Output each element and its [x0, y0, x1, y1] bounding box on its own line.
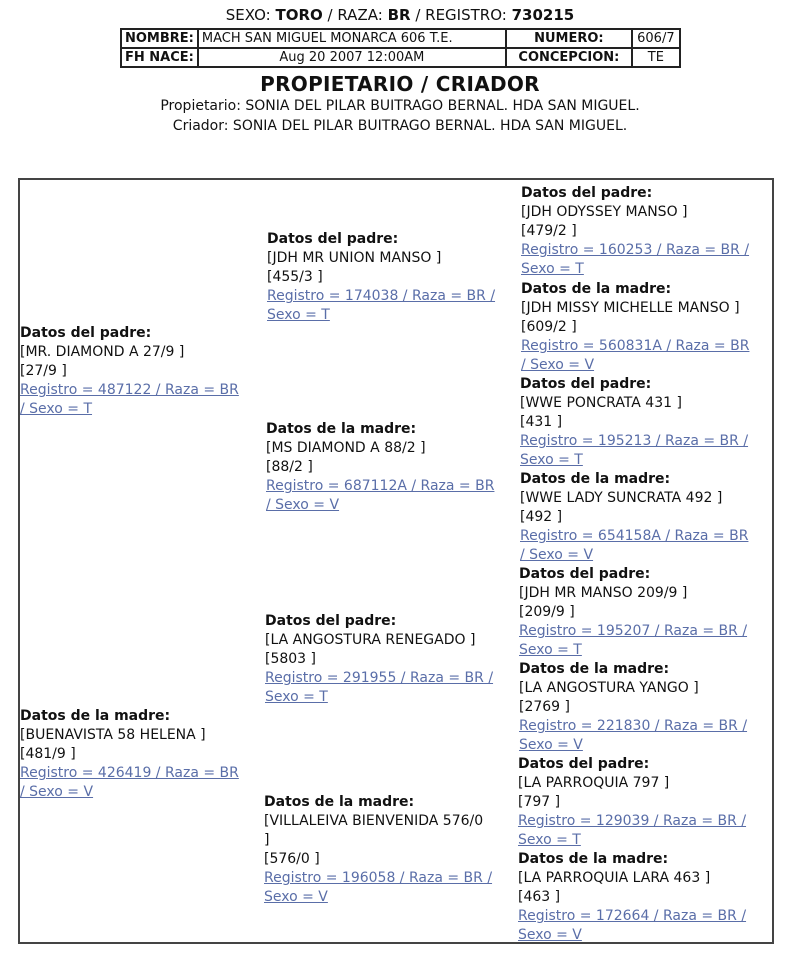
animal-name: [WWE LADY SUNCRATA 492 ]: [520, 490, 723, 506]
registro-link[interactable]: Registro = 221830 / Raza = BR /: [519, 718, 748, 734]
registro-link[interactable]: Registro = 195207 / Raza = BR /: [519, 623, 748, 639]
registro-value: 730215: [511, 6, 575, 24]
animal-name: [VILLALEIVA BIENVENIDA 576/0: [264, 813, 484, 829]
sexo-link[interactable]: Sexo = V: [518, 927, 582, 943]
numero-value: 606/7: [632, 29, 680, 48]
sexo-link[interactable]: / Sexo = V: [520, 547, 594, 563]
g2-padre-padre: [267, 230, 523, 325]
sexo-link[interactable]: Sexo = T: [267, 307, 330, 323]
animal-number: [27/9 ]: [20, 363, 67, 379]
block-title: Datos de la madre:: [518, 851, 669, 867]
animal-number: [2769 ]: [519, 699, 571, 715]
g2-madre-padre: [265, 612, 521, 707]
animal-number: [431 ]: [520, 414, 563, 430]
animal-number: [209/9 ]: [519, 604, 575, 620]
fhnace-value: Aug 20 2007 12:00AM: [198, 48, 506, 67]
raza-label: / RAZA:: [327, 6, 383, 24]
registro-label: / REGISTRO:: [415, 6, 507, 24]
g3-ancestor-7: [518, 755, 774, 850]
concepcion-label: CONCEPCION:: [506, 48, 632, 67]
animal-number: [609/2 ]: [521, 319, 577, 335]
registro-link[interactable]: Registro = 129039 / Raza = BR /: [518, 813, 747, 829]
sexo-link[interactable]: / Sexo = V: [266, 497, 340, 513]
sexo-link[interactable]: Sexo = T: [521, 261, 584, 277]
block-title: Datos del padre:: [518, 756, 650, 772]
animal-name: [MS DIAMOND A 88/2 ]: [266, 440, 426, 456]
registro-link[interactable]: Registro = 160253 / Raza = BR /: [521, 242, 750, 258]
animal-name: [BUENAVISTA 58 HELENA ]: [20, 727, 206, 743]
animal-name: [JDH ODYSSEY MANSO ]: [521, 204, 688, 220]
animal-name: [LA ANGOSTURA YANGO ]: [519, 680, 699, 696]
animal-number: [481/9 ]: [20, 746, 76, 762]
sexo-link[interactable]: Sexo = V: [519, 737, 583, 753]
g1-padre: [20, 324, 276, 419]
animal-number: [492 ]: [520, 509, 563, 525]
sexo-link[interactable]: Sexo = T: [519, 642, 582, 658]
block-title: Datos de la madre:: [20, 708, 171, 724]
g3-ancestor-2: [521, 280, 777, 375]
registro-link[interactable]: Registro = 291955 / Raza = BR /: [265, 670, 494, 686]
nombre-label: NOMBRE:: [121, 29, 198, 48]
block-title: Datos de la madre:: [520, 471, 671, 487]
nombre-value: MACH SAN MIGUEL MONARCA 606 T.E.: [198, 29, 506, 48]
registro-link[interactable]: Registro = 654158A / Raza = BR: [520, 528, 749, 544]
block-title: Datos del padre:: [520, 376, 652, 392]
registro-link[interactable]: Registro = 560831A / Raza = BR: [521, 338, 750, 354]
registro-link[interactable]: Registro = 195213 / Raza = BR /: [520, 433, 749, 449]
registro-link[interactable]: Registro = 487122 / Raza = BR: [20, 382, 239, 398]
animal-name: [MR. DIAMOND A 27/9 ]: [20, 344, 185, 360]
block-title: Datos de la madre:: [519, 661, 670, 677]
owner-title: PROPIETARIO / CRIADOR: [260, 72, 540, 96]
animal-number: [576/0 ]: [264, 851, 320, 867]
registro-link[interactable]: Registro = 687112A / Raza = BR: [266, 478, 495, 494]
sexo-link[interactable]: Sexo = T: [518, 832, 581, 848]
criador-line: Criador: SONIA DEL PILAR BUITRAGO BERNAL. HDA SAN MIGUEL.: [172, 118, 628, 134]
g2-padre-madre: [266, 420, 522, 515]
concepcion-value: TE: [632, 48, 680, 67]
animal-number: [455/3 ]: [267, 269, 323, 285]
animal-name: [JDH MR MANSO 209/9 ]: [519, 585, 688, 601]
block-title: Datos del padre:: [521, 185, 653, 201]
animal-number: [479/2 ]: [521, 223, 577, 239]
raza-value: BR: [387, 6, 411, 24]
block-title: Datos de la madre:: [521, 281, 672, 297]
animal-name: [WWE PONCRATA 431 ]: [520, 395, 682, 411]
sexo-link[interactable]: / Sexo = T: [20, 401, 93, 417]
numero-label: NUMERO:: [506, 29, 632, 48]
sexo-label: SEXO:: [225, 6, 271, 24]
header-line: [0, 6, 800, 24]
g1-madre: [20, 707, 276, 802]
animal-number: [88/2 ]: [266, 459, 313, 475]
g3-ancestor-1: [521, 184, 777, 279]
animal-number: [463 ]: [518, 889, 561, 905]
animal-name-cont: ]: [264, 832, 270, 848]
g3-ancestor-6: [519, 660, 775, 755]
block-title: Datos del padre:: [265, 613, 397, 629]
g3-ancestor-3: [520, 375, 776, 470]
animal-name: [LA PARROQUIA LARA 463 ]: [518, 870, 711, 886]
sexo-value: TORO: [275, 6, 323, 24]
fhnace-label: FH NACE:: [121, 48, 198, 67]
info-table: [120, 28, 681, 68]
block-title: Datos del padre:: [267, 231, 399, 247]
g2-madre-madre: [264, 793, 520, 907]
propietario-line: Propietario: SONIA DEL PILAR BUITRAGO BERNAL. HDA SAN MIGUEL.: [160, 98, 640, 114]
g3-ancestor-5: [519, 565, 775, 660]
block-title: Datos de la madre:: [264, 794, 415, 810]
block-title: Datos del padre:: [519, 566, 651, 582]
sexo-link[interactable]: Sexo = T: [520, 452, 583, 468]
sexo-link[interactable]: / Sexo = V: [521, 357, 595, 373]
g3-ancestor-8: [518, 850, 774, 945]
sexo-link[interactable]: / Sexo = V: [20, 784, 94, 800]
block-title: Datos de la madre:: [266, 421, 417, 437]
registro-link[interactable]: Registro = 196058 / Raza = BR /: [264, 870, 493, 886]
registro-link[interactable]: Registro = 426419 / Raza = BR: [20, 765, 239, 781]
animal-name: [JDH MR UNION MANSO ]: [267, 250, 442, 266]
block-title: Datos del padre:: [20, 325, 152, 341]
animal-name: [LA PARROQUIA 797 ]: [518, 775, 670, 791]
registro-link[interactable]: Registro = 172664 / Raza = BR /: [518, 908, 747, 924]
sexo-link[interactable]: Sexo = V: [264, 889, 328, 905]
animal-number: [5803 ]: [265, 651, 317, 667]
animal-name: [JDH MISSY MICHELLE MANSO ]: [521, 300, 740, 316]
animal-name: [LA ANGOSTURA RENEGADO ]: [265, 632, 476, 648]
sexo-link[interactable]: Sexo = T: [265, 689, 328, 705]
g3-ancestor-4: [520, 470, 776, 565]
animal-number: [797 ]: [518, 794, 561, 810]
registro-link[interactable]: Registro = 174038 / Raza = BR /: [267, 288, 496, 304]
